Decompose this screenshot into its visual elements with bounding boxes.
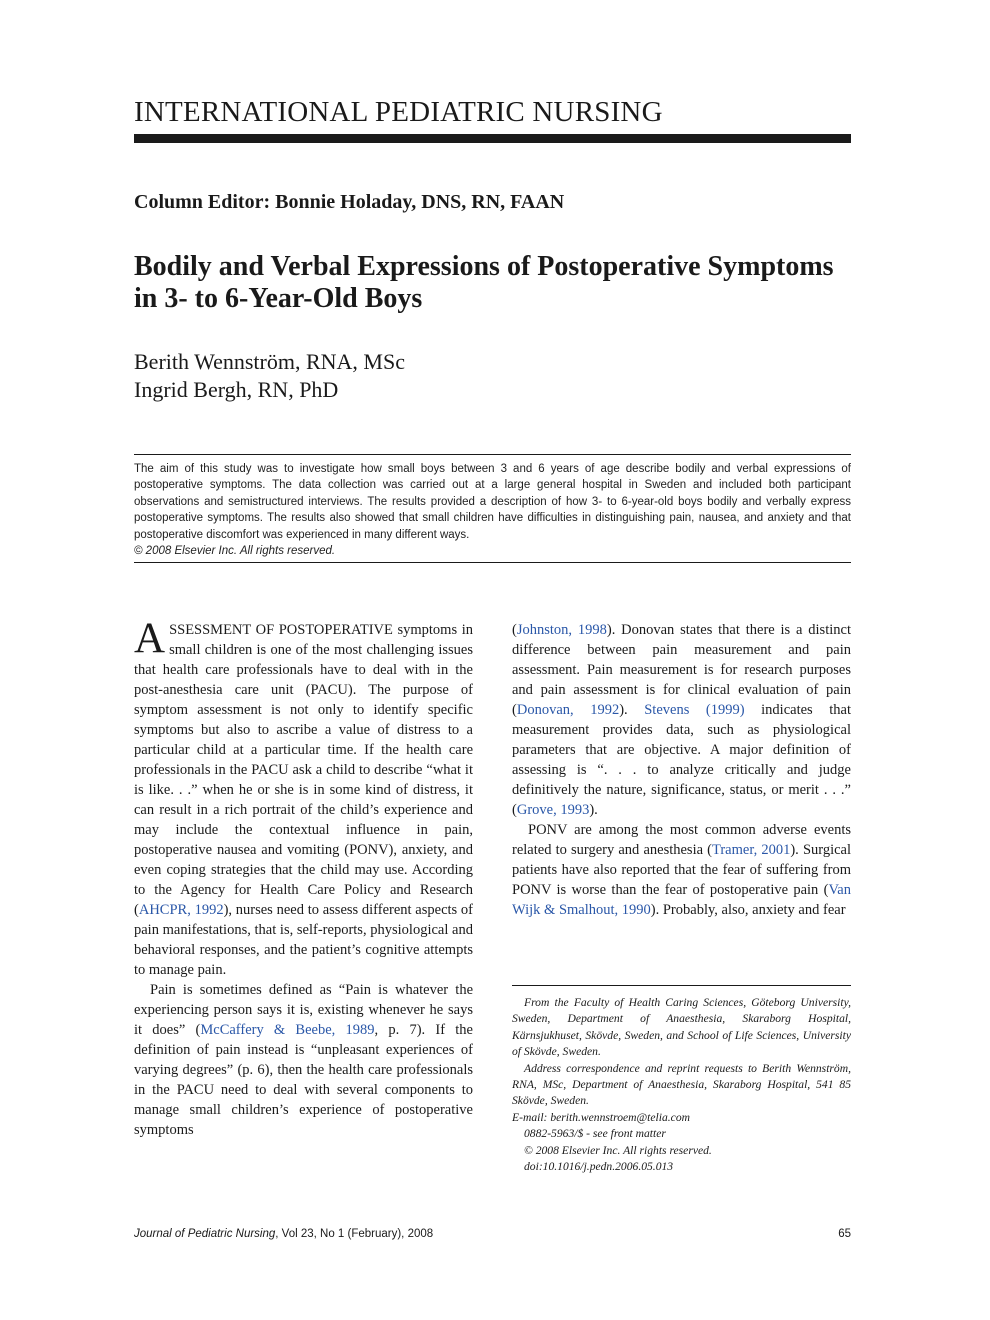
article-page: [134, 0, 851, 1320]
author-list: [134, 348, 405, 404]
citation-link[interactable]: McCaffery & Beebe, 1989: [200, 1022, 375, 1038]
footnote-copyright: © 2008 Elsevier Inc. All rights reserved.: [524, 1143, 712, 1157]
footnote-address: Address correspondence and reprint requests to Berith Wennström, RNA, MSc, Department of Anaesthesia, Skaraborg Hospital, 541 85 Skövde, Sweden.: [512, 1061, 851, 1108]
body-paragraph: ASSESSMENT OF POSTOPERATIVE symptoms in small children is one of the most challenging issues that health care professionals have to deal with in the post-anesthesia care unit (PACU). The purpose of symptom assessment is not only to identify specific symptoms but also to ascribe a value of distress to a particular child at a particular time. If the health care professionals in the PACU ask a child to describe “what it is like. . .” when he or she is in some kind of distress, it can result in a rich portrait of the child’s experience and may include the contextual influence in pain, postoperative nausea and vomiting (PONV), anxiety, and even coping strategies that the child may use. According to the Agency for Health Care Policy and Research (AHCPR, 1992), nurses need to assess different aspects of pain manifestations, that is, self-reports, physiological and behavioral responses, and the patient’s cognitive attempts to manage pain.: [134, 615, 474, 978]
body-paragraph: Pain is sometimes defined as “Pain is whatever the experiencing person says it is, existing whenever he says it does” (McCaffery & Beebe, 1989, p. 7). If the definition of pain instead is “unpleasant experiences of varying degrees” (p. 6), then the health care professionals in the PACU need to deal with several components to manage small children’s experience of postoperative symptoms: [134, 982, 473, 1138]
citation-link[interactable]: AHCPR, 1992: [138, 902, 224, 918]
section-title: INTERNATIONAL PEDIATRIC NURSING: [134, 96, 663, 128]
abstract-bottom-rule: [134, 562, 851, 563]
abstract-top-rule: [134, 454, 851, 455]
citation-link[interactable]: Johnston, 1998: [516, 622, 607, 638]
footnote-affiliation: From the Faculty of Health Caring Sciences, Göteborg University, Sweden, Department of Anaesthesia, Skaraborg Hospital, Kärnsjukhuset, Skövde, Sweden, and School of Life Sciences, University of Skövde, Sweden.: [512, 996, 851, 1059]
body-column-left: [134, 615, 474, 1140]
journal-name: Journal of Pediatric Nursing: [134, 1228, 276, 1240]
issue-info: , Vol 23, No 1 (February), 2008: [275, 1228, 434, 1240]
citation-link[interactable]: Tramer, 2001: [712, 842, 791, 858]
citation-link[interactable]: Stevens (1999): [644, 702, 745, 718]
header-rule: [134, 134, 851, 143]
author-name: Ingrid Bergh, RN, PhD: [134, 377, 339, 402]
column-editor: Column Editor: Bonnie Holaday, DNS, RN, FAAN: [134, 191, 565, 213]
body-paragraph: PONV are among the most common adverse events related to surgery and anesthesia (Tramer, 2001). Surgical patients have also reported that the fear of suffering from PONV is worse than the fear of postoperative pain (Van Wijk & Smalhout, 1990). Probably, also, anxiety and fear: [512, 822, 851, 918]
citation-link[interactable]: Van Wijk & Smalhout, 1990: [512, 882, 851, 918]
abstract-copyright: © 2008 Elsevier Inc. All rights reserved.: [134, 545, 336, 558]
footnote-issn: 0882-5963/$ - see front matter: [524, 1127, 666, 1141]
article-title: Bodily and Verbal Expressions of Postoperative Symptoms in 3- to 6-Year-Old Boys: [134, 251, 834, 314]
footnote-doi: doi:10.1016/j.pedn.2006.05.013: [524, 1160, 674, 1174]
footnote: [512, 995, 851, 1175]
footnote-email: E-mail: berith.wennstroem@telia.com: [512, 1110, 690, 1124]
footnote-rule: [512, 985, 851, 986]
footer-citation: [134, 1228, 433, 1240]
abstract-text: The aim of this study was to investigate how small boys between 3 and 6 years of age describe bodily and verbal expressions of postoperative symptoms. The data collection was carried out at a large general hospital in Sweden and included both participant observations and semistructured interviews. The results provided a description of how 3- to 6-year-old boys bodily and verbally express postoperative symptoms. The results also showed that small children have difficulties in distinguishing pain, nausea, and anxiety and that postoperative discomfort was experienced in many different ways.: [134, 463, 851, 541]
citation-link[interactable]: Donovan, 1992: [516, 702, 620, 718]
abstract: [134, 461, 851, 559]
author-name: Berith Wennström, RNA, MSc: [134, 349, 405, 374]
body-paragraph: (Johnston, 1998). Donovan states that there is a distinct difference between pain measurement and pain assessment. Pain measurement is for research purposes and pain assessment is for clinical evaluation of pain (Donovan, 1992). Stevens (1999) indicates that measurement provides data, such as physiological parameters that are objective. A major definition of assessing is “. . . to analyze critically and judge definitively the nature, significance, status, or merit . . .” (Grove, 1993).: [512, 622, 851, 818]
body-column-right: [512, 620, 851, 920]
citation-link[interactable]: Grove, 1993: [516, 802, 590, 818]
page-number: 65: [838, 1228, 851, 1240]
dropcap: A: [134, 615, 166, 662]
